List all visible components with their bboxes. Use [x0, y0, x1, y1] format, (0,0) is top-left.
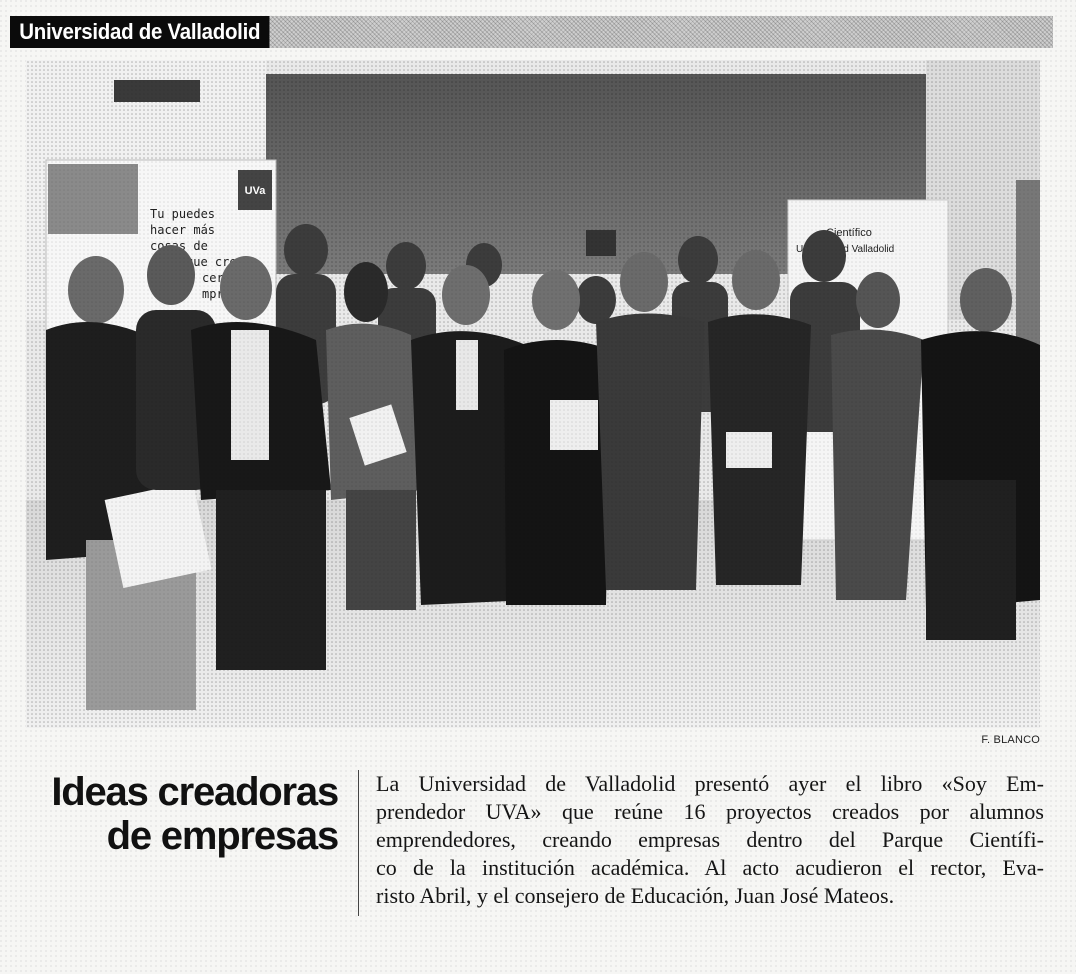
group-photo [26, 60, 1040, 728]
section-label: Universidad de Valladolid [10, 16, 269, 48]
article-body [376, 770, 1044, 910]
column-divider [358, 770, 359, 916]
body-line: co de la institución académica. Al acto acudieron el rector, Eva- [376, 855, 1044, 880]
section-header-band [10, 16, 1053, 48]
group-photo-illustration [26, 60, 1040, 728]
article-headline [40, 770, 338, 858]
body-line: La Universidad de Valladolid presentó ayer el libro «Soy Em- [376, 771, 1044, 796]
body-line: emprendedores, creando empresas dentro del Parque Científi- [376, 827, 1044, 852]
headline-line: de empresas [106, 814, 338, 858]
photo-credit: F. BLANCO [981, 734, 1040, 746]
body-line: prendedor UVA» que reúne 16 proyectos creados por alumnos [376, 799, 1044, 824]
body-line: risto Abril, y el consejero de Educación, Juan José Mateos. [376, 883, 895, 908]
headline-line: Ideas creadoras [51, 770, 338, 814]
